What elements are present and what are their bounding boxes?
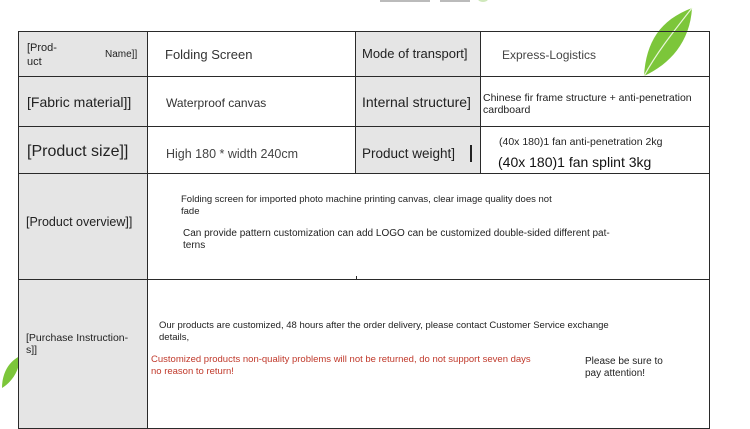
product-name-value-cell xyxy=(147,31,356,77)
purchase-warning-line2: no reason to return! xyxy=(151,366,234,377)
structure-label-cell xyxy=(355,76,481,127)
purchase-label-line2: s]] xyxy=(26,344,38,356)
purchase-note-line1: Please be sure to xyxy=(585,356,663,367)
purchase-warning-line1: Customized products non-quality problems will not be returned, do not support seven days xyxy=(151,354,531,365)
purchase-label-line1: [Purchase Instruction- xyxy=(26,332,129,344)
product-name-value: Folding Screen xyxy=(165,47,253,62)
purchase-value-cell xyxy=(147,279,710,429)
weight-value-line2: (40x 180)1 fan splint 3kg xyxy=(498,154,652,170)
fabric-value: Waterproof canvas xyxy=(166,96,267,110)
weight-value-line1: (40x 180)1 fan anti-penetration 2kg xyxy=(499,136,663,148)
weight-value-cell xyxy=(480,126,710,174)
transport-label-cell xyxy=(355,31,481,77)
size-value: High 180 * width 240cm xyxy=(166,147,299,161)
overview-label: [Product overview]] xyxy=(26,215,133,229)
product-name-label-cell xyxy=(18,31,148,77)
purchase-label-cell xyxy=(18,279,148,429)
structure-label: Internal structure] xyxy=(362,94,471,110)
structure-value-cell xyxy=(480,76,710,127)
product-name-label-line1: [Prod- xyxy=(27,42,57,54)
overview-label-cell xyxy=(18,173,148,280)
header-fragment xyxy=(380,0,520,4)
overview-line2: fade xyxy=(181,206,200,217)
weight-label-cell xyxy=(355,126,481,174)
product-name-label-part2: Name]] xyxy=(105,49,138,60)
overview-line3: Can provide pattern customization can add LOGO can be customized double-sided different pat- xyxy=(183,228,610,239)
fabric-value-cell xyxy=(147,76,356,127)
size-value-cell xyxy=(147,126,356,174)
overview-line4: terns xyxy=(183,240,206,251)
weight-label: Product weight] xyxy=(362,146,456,161)
product-name-label-line2: uct xyxy=(27,56,42,68)
fabric-label-cell xyxy=(18,76,148,127)
structure-value-line2: cardboard xyxy=(483,104,531,116)
fabric-label: [Fabric material]] xyxy=(27,94,132,110)
purchase-line1: Our products are customized, 48 hours after the order delivery, please contact Customer Service exchange xyxy=(159,320,609,331)
overview-value-cell xyxy=(147,173,710,280)
size-label: [Product size]] xyxy=(27,143,129,160)
transport-value-cell xyxy=(480,31,710,77)
transport-label: Mode of transport] xyxy=(362,46,468,61)
weight-label-bar xyxy=(470,145,472,162)
purchase-note-line2: pay attention! xyxy=(585,368,646,379)
overview-line1: Folding screen for imported photo machine printing canvas, clear image quality does not xyxy=(181,194,552,205)
structure-value-line1: Chinese fir frame structure + anti-penetration xyxy=(483,92,692,104)
size-label-cell xyxy=(18,126,148,174)
transport-value: Express-Logistics xyxy=(502,48,597,62)
purchase-line2: details, xyxy=(159,332,190,343)
